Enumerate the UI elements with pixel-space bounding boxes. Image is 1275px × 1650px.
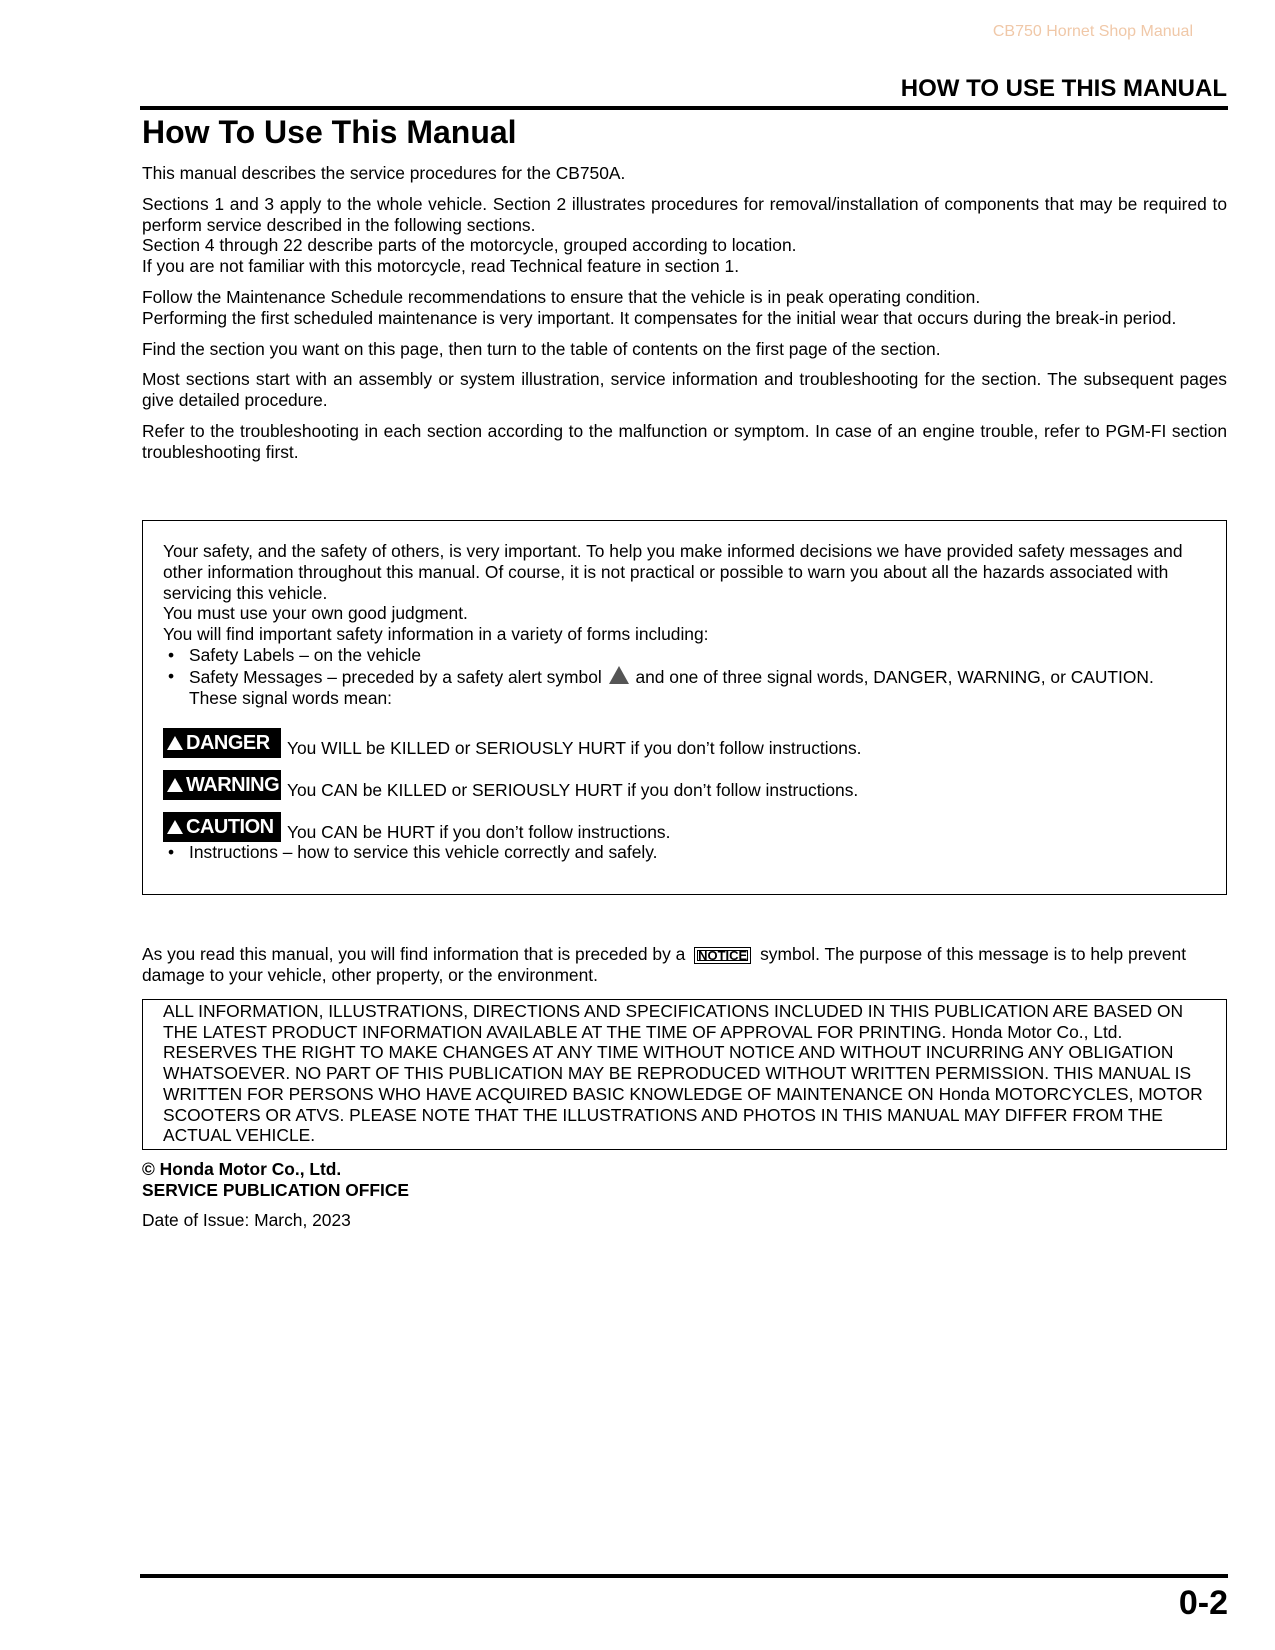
notice-badge: NOTICE (694, 947, 751, 964)
caution-badge (163, 812, 281, 842)
intro-paragraph: This manual describes the service procedures for the CB750A. (142, 163, 626, 183)
warning-badge (163, 770, 281, 800)
signal-caution (163, 812, 1206, 842)
watermark: CB750 Hornet Shop Manual (992, 23, 1193, 40)
intro-line: Section 4 through 22 describe parts of the motorcycle, grouped according to location. (142, 235, 797, 256)
alert-triangle-icon (167, 736, 183, 750)
intro-paragraph (142, 287, 1227, 329)
bullet-text: Safety Messages – preceded by a safety alert symbol (189, 666, 602, 687)
safety-box (142, 520, 1227, 895)
bullet-safety-labels: • Safety Labels – on the vehicle (163, 645, 1206, 666)
safety-intro: You must use your own good judgment. (163, 603, 468, 624)
intro-text (142, 163, 1227, 473)
safety-alert-icon (609, 666, 629, 684)
notice-text: As you read this manual, you will find information that is preceded by a (142, 944, 686, 964)
intro-line: Follow the Maintenance Schedule recommendations to ensure that the vehicle is in peak operating condition. (142, 286, 981, 307)
alert-triangle-icon (167, 778, 183, 792)
intro-line: If you are not familiar with this motorcycle, read Technical feature in section 1. (142, 256, 740, 277)
danger-badge (163, 728, 281, 758)
intro-line: Sections 1 and 3 apply to the whole vehicle. Section 2 illustrates procedures for removal/installation of components that may be required to perform service described in the following sections. (142, 193, 1227, 235)
signal-word: WARNING (186, 773, 280, 796)
section-header: HOW TO USE THIS MANUAL (900, 75, 1227, 102)
alert-triangle-icon (167, 820, 183, 834)
intro-paragraph: Find the section you want on this page, then turn to the table of contents on the first page of the section. (142, 338, 941, 359)
copyright (142, 1159, 409, 1201)
signal-text: You CAN be HURT if you don’t follow instructions. (287, 822, 671, 843)
intro-paragraph (142, 194, 1227, 277)
header-rule (140, 106, 1228, 110)
page-number: 0-2 (1178, 1584, 1228, 1622)
page-title: How To Use This Manual (142, 114, 517, 150)
signal-text: You WILL be KILLED or SERIOUSLY HURT if you don’t follow instructions. (287, 738, 862, 759)
intro-paragraph: Most sections start with an assembly or system illustration, service information and troubleshooting for the section. The subsequent pages give detailed procedure. (142, 369, 1227, 411)
signal-text: You CAN be KILLED or SERIOUSLY HURT if you don’t follow instructions. (287, 780, 859, 801)
safety-bullets (163, 842, 1206, 863)
publication-office: SERVICE PUBLICATION OFFICE (142, 1179, 409, 1200)
bullet-safety-messages (163, 666, 1206, 709)
notice-text: symbol. The purpose of this message is to help prevent damage to your vehicle, other property, or the environment. (142, 944, 1187, 985)
signal-danger (163, 728, 1206, 758)
safety-intro: Your safety, and the safety of others, is very important. To help you make informed decisions we have provided safety messages and other information throughout this manual. Of course, it is not practical or possible to warn you about all the hazards associated with servicing this vehicle. (163, 541, 1183, 603)
copyright-line: © Honda Motor Co., Ltd. (142, 1159, 342, 1179)
intro-line: Performing the first scheduled maintenance is very important. It compensates for the initial wear that occurs during the break-in period. (142, 307, 1177, 328)
safety-intro: You will find important safety information in a variety of forms including: (163, 624, 709, 645)
safety-bullets (163, 645, 1206, 708)
notice-paragraph (142, 944, 1227, 986)
footer-rule (140, 1574, 1228, 1578)
intro-paragraph: Refer to the troubleshooting in each section according to the malfunction or symptom. In case of an engine trouble, refer to PGM-FI section troubleshooting first. (142, 420, 1227, 462)
bullet-text: and one of three signal words, DANGER, WARNING, or CAUTION. These signal words mean: (189, 666, 1154, 708)
bullet-instructions: • Instructions – how to service this vehicle correctly and safely. (163, 842, 1206, 863)
signal-word: CAUTION (186, 815, 274, 838)
signal-word: DANGER (186, 731, 270, 754)
disclaimer-box: ALL INFORMATION, ILLUSTRATIONS, DIRECTIONS AND SPECIFICATIONS INCLUDED IN THIS PUBLICATION ARE BASED ON THE LATEST PRODUCT INFORMATION AVAILABLE AT THE TIME OF APPROVAL FOR PRINTING. Honda Motor Co., Ltd. RESERVES THE RIGHT TO MAKE CHANGES AT ANY TIME WITHOUT NOTICE AND WITHOUT INCURRING ANY OBLIGATION WHATSOEVER. NO PART OF THIS PUBLICATION MAY BE REPRODUCED WITHOUT WRITTEN PERMISSION. THIS MANUAL IS WRITTEN FOR PERSONS WHO HAVE ACQUIRED BASIC KNOWLEDGE OF MAINTENANCE ON Honda MOTORCYCLES, MOTOR SCOOTERS OR ATVS. PLEASE NOTE THAT THE ILLUSTRATIONS AND PHOTOS IN THIS MANUAL MAY DIFFER FROM THE ACTUAL VEHICLE. (142, 999, 1227, 1150)
issue-date: Date of Issue: March, 2023 (142, 1210, 351, 1230)
signal-warning (163, 770, 1206, 800)
